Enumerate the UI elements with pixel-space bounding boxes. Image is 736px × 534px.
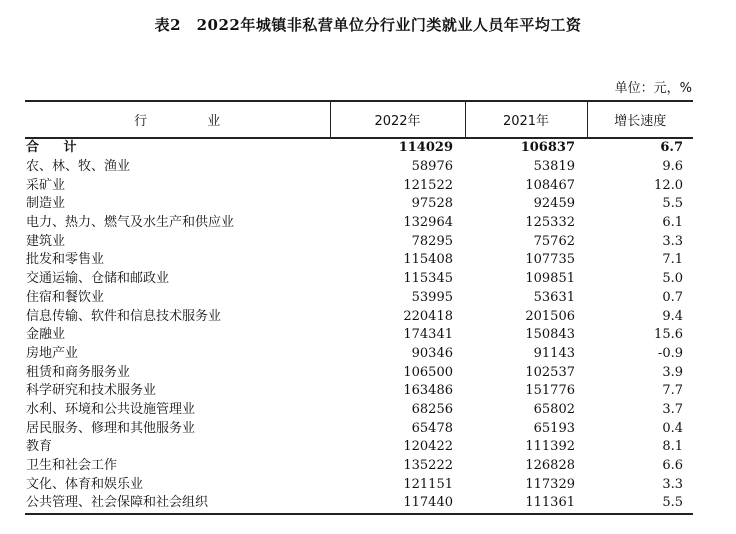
wage-2022: 78295 — [411, 233, 453, 249]
wage-2021: 117329 — [525, 476, 575, 492]
growth-rate: 12.0 — [654, 177, 683, 193]
growth-rate: 9.6 — [662, 159, 683, 175]
wage-2022: 106500 — [403, 364, 453, 380]
growth-rate: 6.7 — [660, 140, 683, 156]
table-row — [25, 457, 693, 476]
table-row — [25, 475, 693, 494]
industry-name: 教育 — [26, 439, 53, 455]
table-row — [25, 195, 693, 214]
table-row — [25, 382, 693, 401]
growth-rate: 15.6 — [654, 327, 683, 343]
growth-rate: 5.5 — [587, 494, 693, 514]
header-2022: 2022年 — [330, 101, 465, 138]
table-row — [25, 345, 693, 364]
table-row — [25, 401, 693, 420]
growth-rate: 9.4 — [662, 308, 683, 324]
growth-rate: -0.9 — [657, 345, 683, 361]
wage-2022: 65478 — [411, 420, 453, 436]
table-row — [25, 158, 693, 177]
industry-name: 房地产业 — [26, 345, 79, 361]
growth-rate: 3.7 — [662, 401, 683, 417]
wage-2022: 135222 — [403, 458, 453, 474]
growth-rate: 5.0 — [662, 271, 683, 287]
growth-rate: 6.1 — [662, 215, 683, 231]
industry-name: 水利、环境和公共设施管理业 — [26, 401, 196, 417]
table-row — [25, 214, 693, 233]
industry-name: 采矿业 — [26, 177, 66, 193]
wage-2022: 174341 — [403, 327, 453, 343]
industry-name: 科学研究和技术服务业 — [26, 383, 157, 399]
industry-name: 合 计 — [26, 140, 87, 156]
wage-2021: 107735 — [525, 252, 575, 268]
wage-2021: 106837 — [520, 140, 575, 156]
wage-2021: 125332 — [525, 215, 575, 231]
industry-name: 住宿和餐饮业 — [26, 289, 105, 305]
wage-2022: 220418 — [403, 308, 453, 324]
header-2021: 2021年 — [465, 101, 587, 138]
growth-rate: 6.6 — [662, 458, 683, 474]
wage-2022: 68256 — [411, 401, 453, 417]
wage-2022: 163486 — [403, 383, 453, 399]
industry-name: 文化、体育和娱乐业 — [26, 476, 144, 492]
wage-2021: 201506 — [525, 308, 575, 324]
table-row — [25, 251, 693, 270]
wage-2021: 150843 — [525, 327, 575, 343]
unit-note: 单位：元，% — [614, 81, 692, 96]
growth-rate: 3.3 — [662, 476, 683, 492]
wage-2021: 65193 — [533, 420, 575, 436]
wage-2021: 53631 — [533, 289, 575, 305]
wage-2021: 91143 — [533, 345, 575, 361]
industry-name: 租赁和商务服务业 — [26, 364, 131, 380]
wage-2021: 111392 — [525, 439, 575, 455]
industry-name: 卫生和社会工作 — [26, 458, 118, 474]
table-title: 表2 2022年城镇非私营单位分行业门类就业人员年平均工资 — [154, 16, 582, 34]
wage-2022: 120422 — [403, 439, 453, 455]
industry-name: 金融业 — [26, 327, 66, 343]
wage-2021: 109851 — [525, 271, 575, 287]
wage-2021: 92459 — [533, 196, 575, 212]
wage-2022: 90346 — [411, 345, 453, 361]
table-row — [25, 176, 693, 195]
growth-rate: 7.7 — [662, 383, 683, 399]
table-row — [25, 307, 693, 326]
growth-rate: 0.4 — [662, 420, 683, 436]
wage-2021: 111361 — [465, 494, 587, 514]
industry-name: 农、林、牧、渔业 — [26, 159, 131, 175]
wage-2022: 121522 — [403, 177, 453, 193]
industry-name: 制造业 — [26, 196, 66, 212]
table-row — [25, 270, 693, 289]
wage-2021: 53819 — [533, 159, 575, 175]
table-row — [25, 438, 693, 457]
industry-name: 公共管理、社会保障和社会组织 — [25, 494, 330, 514]
growth-rate: 3.3 — [662, 233, 683, 249]
wage-2021: 75762 — [533, 233, 575, 249]
table-header — [25, 101, 693, 138]
growth-rate: 3.9 — [662, 364, 683, 380]
wage-2022: 121151 — [403, 476, 453, 492]
table-body — [25, 138, 693, 514]
industry-name: 电力、热力、燃气及水生产和供应业 — [26, 215, 235, 231]
table-row — [25, 419, 693, 438]
industry-name: 居民服务、修理和其他服务业 — [26, 420, 196, 436]
wage-2022: 114029 — [398, 140, 453, 156]
table-row — [25, 494, 693, 514]
header-row — [25, 101, 693, 138]
total-row — [25, 138, 693, 158]
wage-table — [25, 100, 693, 515]
growth-rate: 0.7 — [662, 289, 683, 305]
wage-2022: 115408 — [403, 252, 453, 268]
growth-rate: 5.5 — [662, 196, 683, 212]
wage-2022: 53995 — [411, 289, 453, 305]
wage-2021: 102537 — [525, 364, 575, 380]
wage-2021: 65802 — [533, 401, 575, 417]
wage-2022: 132964 — [403, 215, 453, 231]
industry-name: 建筑业 — [26, 233, 66, 249]
header-growth: 增长速度 — [587, 101, 693, 138]
growth-rate: 7.1 — [662, 252, 683, 268]
wage-2021: 151776 — [525, 383, 575, 399]
table-row — [25, 326, 693, 345]
wage-2021: 126828 — [525, 458, 575, 474]
wage-2022: 97528 — [411, 196, 453, 212]
industry-name: 信息传输、软件和信息技术服务业 — [26, 308, 222, 324]
industry-name: 交通运输、仓储和邮政业 — [26, 271, 170, 287]
table-row — [25, 289, 693, 308]
wage-2022: 115345 — [403, 271, 453, 287]
industry-name: 批发和零售业 — [26, 252, 105, 268]
wage-2022: 117440 — [330, 494, 465, 514]
wage-2022: 58976 — [411, 159, 453, 175]
header-industry: 行 业 — [25, 101, 330, 138]
table-row — [25, 232, 693, 251]
growth-rate: 8.1 — [662, 439, 683, 455]
table-row — [25, 363, 693, 382]
wage-2021: 108467 — [525, 177, 575, 193]
